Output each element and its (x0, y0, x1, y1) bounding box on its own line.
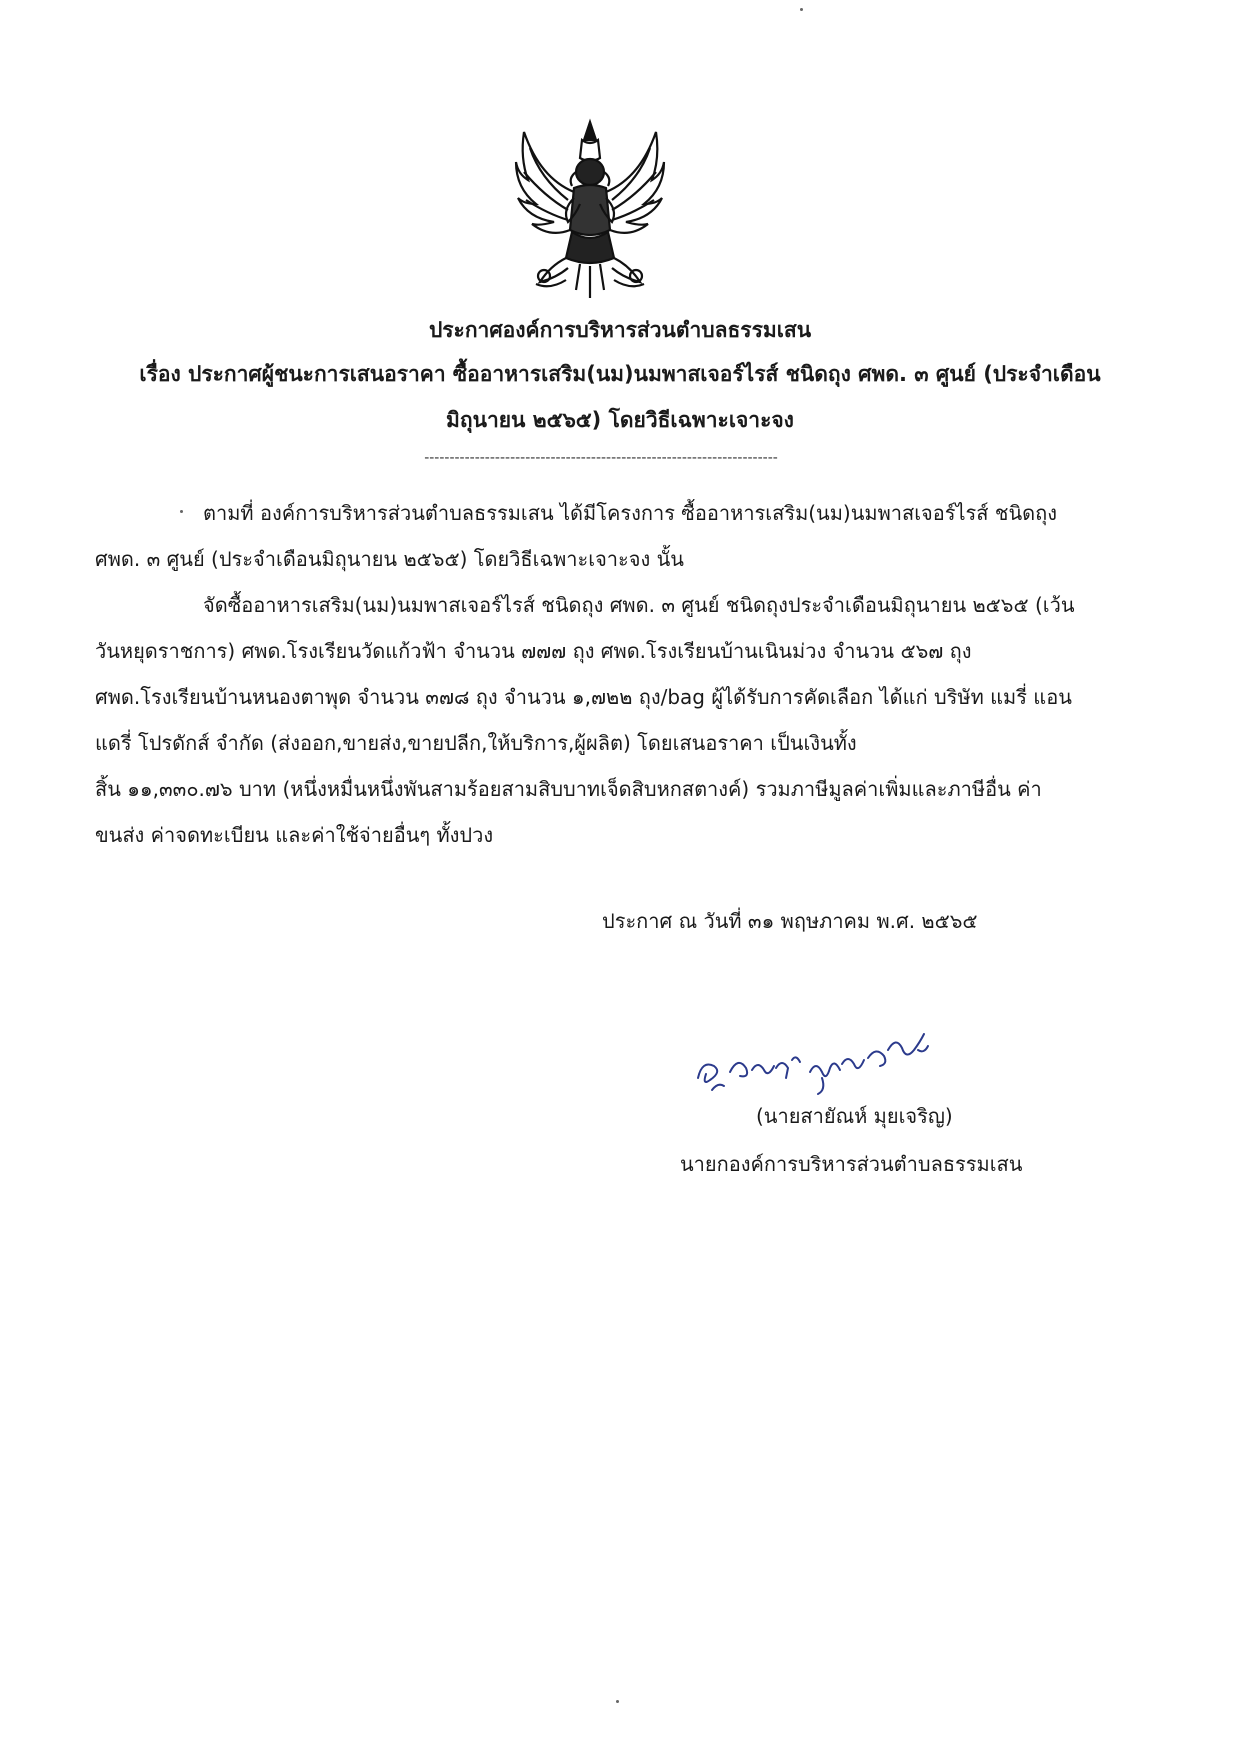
signatory-title: นายกองค์การบริหารส่วนตำบลธรรมเสน (680, 1152, 1023, 1176)
subject-line-2: มิถุนายน ๒๕๖๕) โดยวิธีเฉพาะเจาะจง (446, 408, 794, 432)
para2-line: ขนส่ง ค่าจดทะเบียน และค่าใช้จ่ายอื่นๆ ทั้งปวง (95, 823, 494, 847)
scan-speck (800, 8, 803, 11)
para1-line: ตามที่ องค์การบริหารส่วนตำบลธรรมเสน ได้มีโครงการ ซื้ออาหารเสริม(นม)นมพาสเจอร์ไรส์ ชนิดถุง (203, 501, 1057, 525)
para2-line: วันหยุดราชการ) ศพด.โรงเรียนวัดแก้วฟ้า จำนวน ๗๗๗ ถุง ศพด.โรงเรียนบ้านเนินม่วง จำนวน ๕๖๗ ถุง (95, 639, 972, 663)
subject-line-1: เรื่อง ประกาศผู้ชนะการเสนอราคา ซื้ออาหารเสริม(นม)นมพาสเจอร์ไรส์ ชนิดถุง ศพด. ๓ ศูนย์ (ประจำเดือน (139, 362, 1101, 386)
para2-line: ศพด.โรงเรียนบ้านหนองตาพุด จำนวน ๓๗๘ ถุง จำนวน ๑,๗๒๒ ถุง/bag ผู้ได้รับการคัดเลือก ได้แก่ บริษัท แมรี่ แอน (95, 685, 1072, 709)
scan-speck (616, 1700, 619, 1703)
scan-speck (180, 510, 183, 513)
dashed-divider: ---------------------------------------------------------------------- (424, 450, 778, 466)
para2-line: แดรี่ โปรดักส์ จำกัด (ส่งออก,ขายส่ง,ขายปลีก,ให้บริการ,ผู้ผลิต) โดยเสนอราคา เป็นเงินทั้ง (95, 731, 857, 755)
org-title: ประกาศองค์การบริหารส่วนตำบลธรรมเสน (428, 318, 812, 342)
para2-line: สิ้น ๑๑,๓๓๐.๗๖ บาท (หนึ่งหมื่นหนึ่งพันสามร้อยสามสิบบาทเจ็ดสิบหกสตางค์) รวมภาษีมูลค่าเพิ่มและภาษีอื่น ค่า (95, 777, 1042, 801)
para2-line: จัดซื้ออาหารเสริม(นม)นมพาสเจอร์ไรส์ ชนิดถุง ศพด. ๓ ศูนย์ ชนิดถุงประจำเดือนมิถุนายน ๒๕๖๕ (เว้น (203, 593, 1075, 617)
announce-date: ประกาศ ณ วันที่ ๓๑ พฤษภาคม พ.ศ. ๒๕๖๕ (602, 909, 978, 933)
para1-line: ศพด. ๓ ศูนย์ (ประจำเดือนมิถุนายน ๒๕๖๕) โดยวิธีเฉพาะเจาะจง นั้น (95, 547, 684, 571)
handwritten-signature (692, 1020, 932, 1100)
signatory-name: (นายสายัณห์ มุยเจริญ) (756, 1104, 953, 1128)
garuda-emblem-icon (510, 118, 670, 303)
